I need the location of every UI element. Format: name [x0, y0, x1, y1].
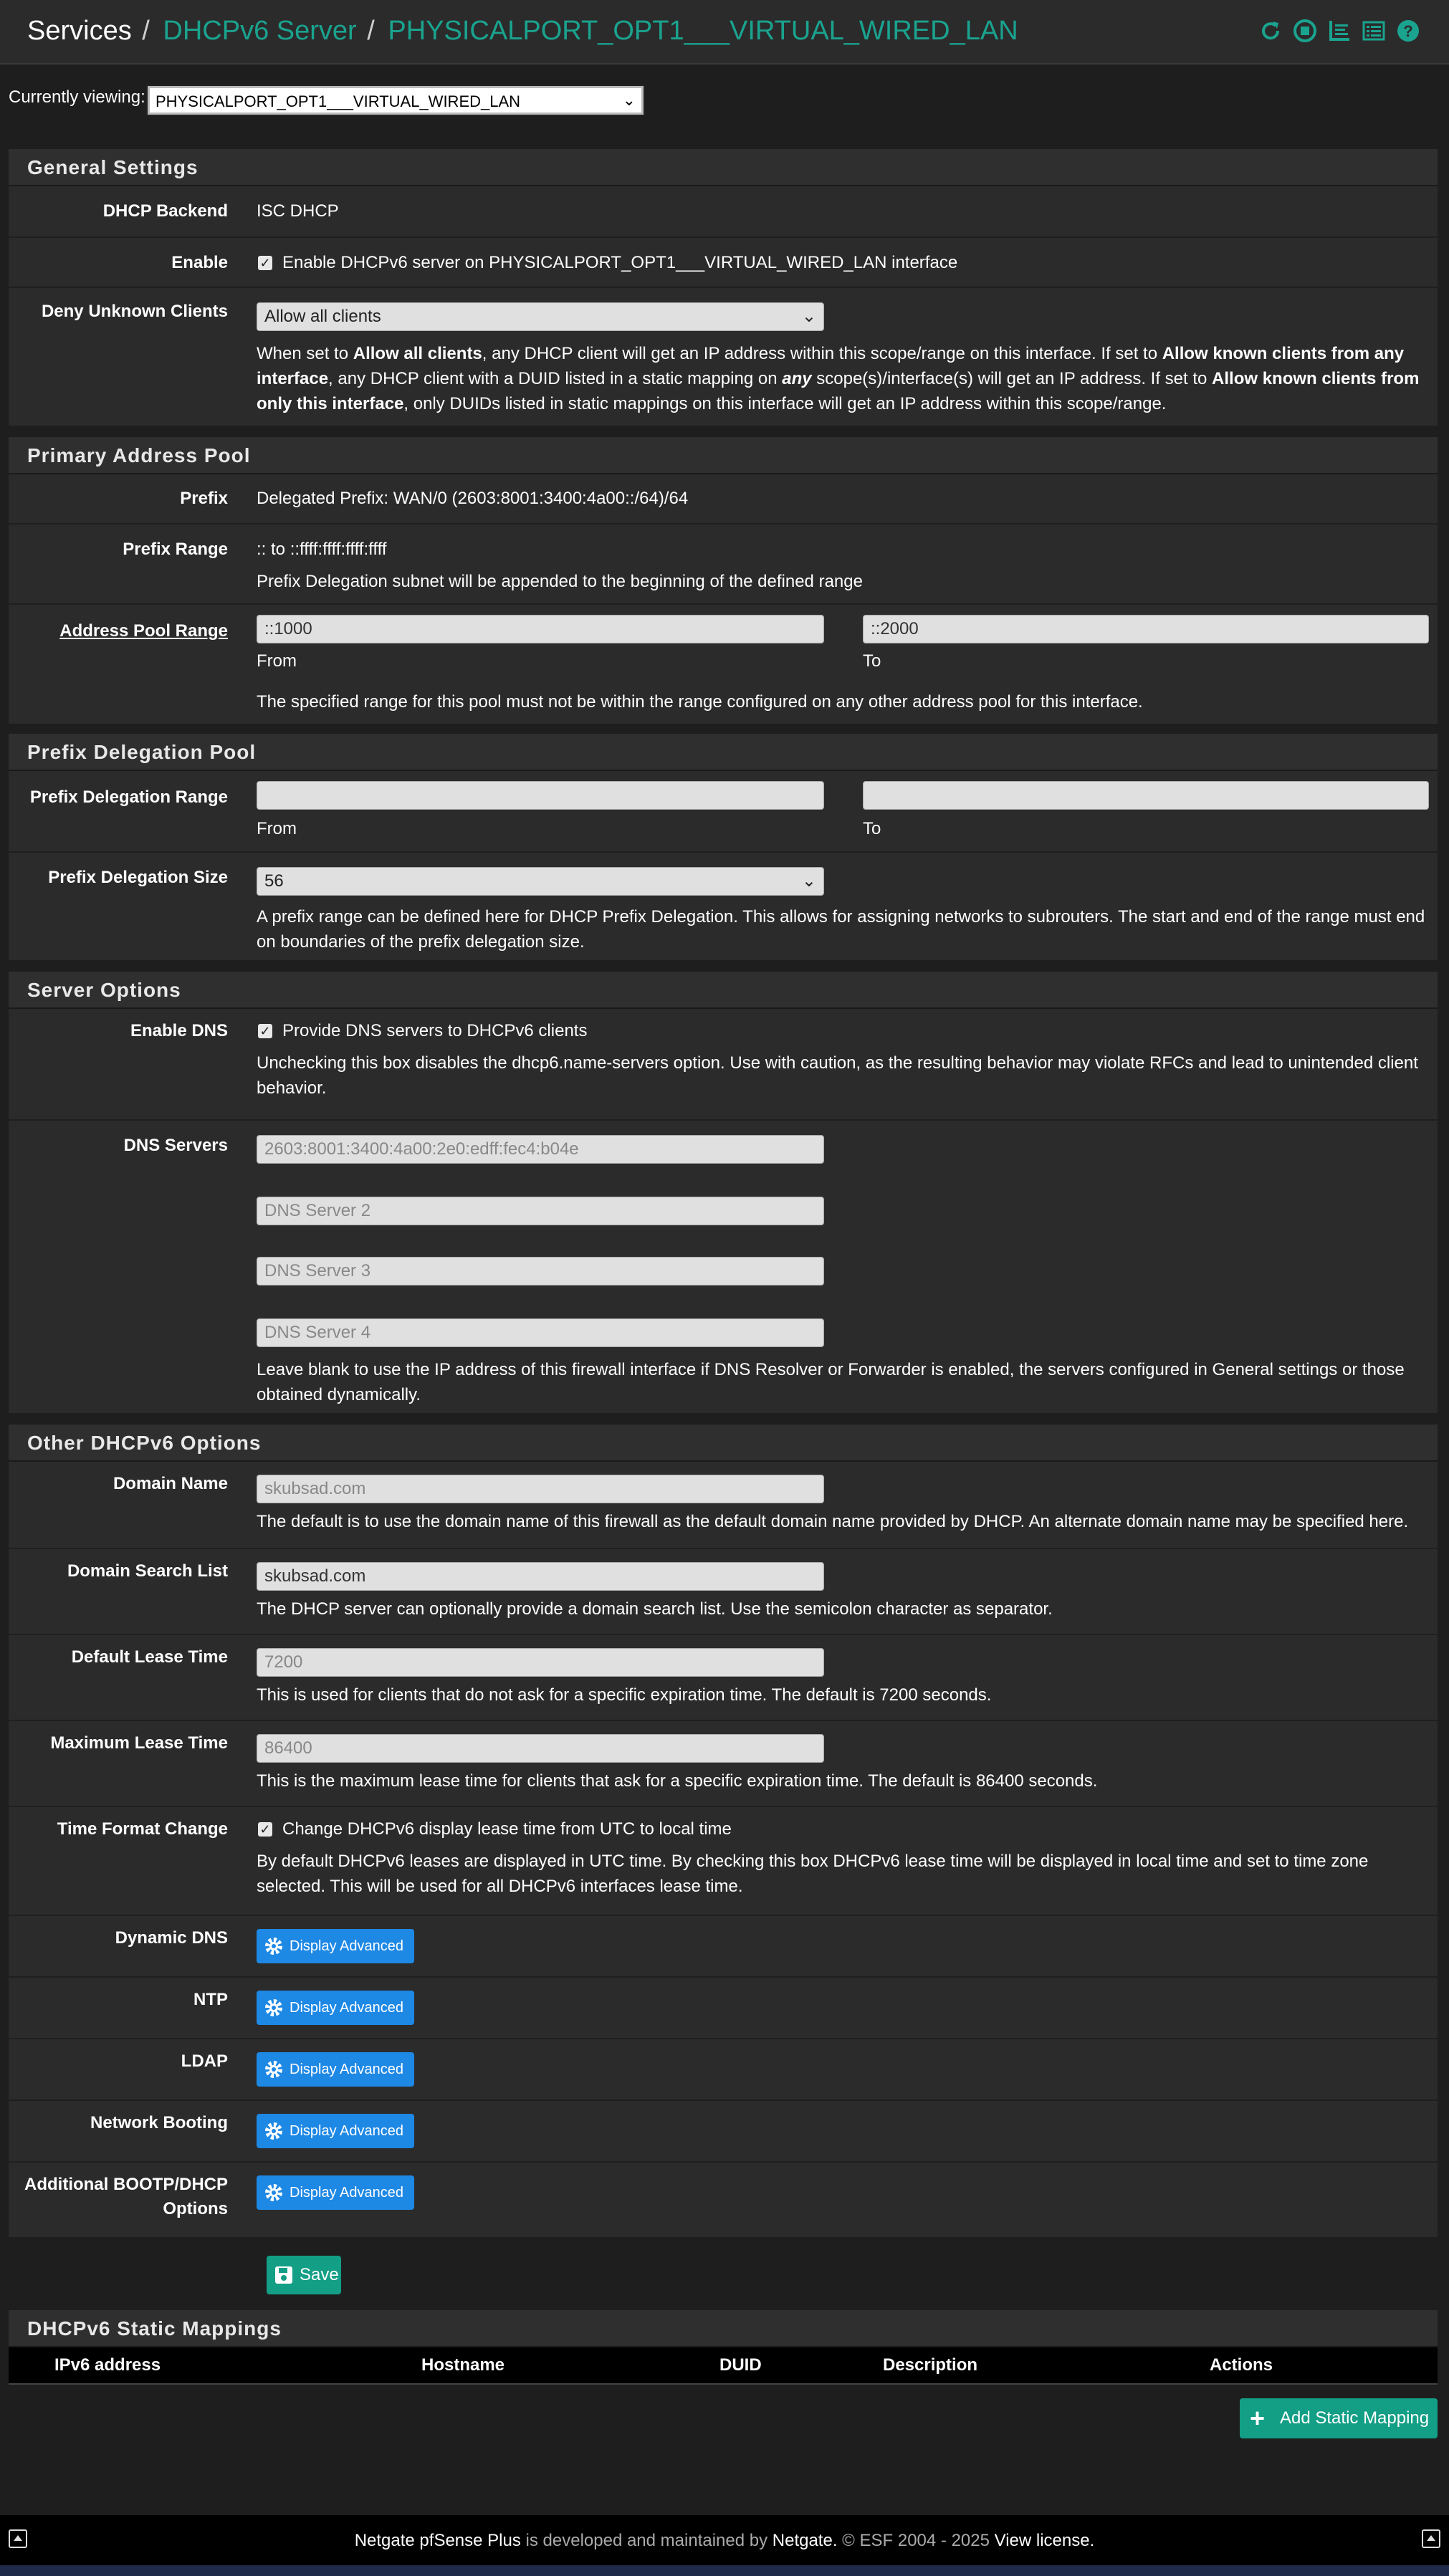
- currently-viewing-label: Currently viewing:: [9, 87, 145, 107]
- field-label: DHCP Backend: [102, 201, 228, 221]
- help-emphasis: Allow known clients from only this interface: [257, 369, 1420, 413]
- prefix-value: Delegated Prefix: WAN/0 (2603:8001:3400:4a00::/64)/64: [257, 489, 689, 508]
- panel-heading: Prefix Delegation Pool: [9, 734, 1438, 771]
- domain-search-input[interactable]: skubsad.com: [257, 1562, 824, 1591]
- field-label: Prefix Range: [123, 540, 228, 559]
- save-label: Save: [300, 2265, 339, 2284]
- footer-company-link[interactable]: Netgate.: [772, 2531, 838, 2550]
- ldap-display-advanced-button[interactable]: [257, 2052, 414, 2087]
- gear-icon: [264, 1936, 284, 1956]
- breadcrumb-interface[interactable]: PHYSICALPORT_OPT1___VIRTUAL_WIRED_LAN: [388, 16, 1018, 46]
- enable-dns-checkbox-label: Provide DNS servers to DHCPv6 clients: [282, 1021, 588, 1040]
- column-header: Description: [883, 2355, 978, 2375]
- dynamic-dns-display-advanced-button[interactable]: [257, 1929, 414, 1963]
- reload-icon[interactable]: [1258, 19, 1283, 43]
- breadcrumb-separator: /: [367, 16, 375, 46]
- field-label: Domain Search List: [67, 1561, 228, 1581]
- bottom-strip: [0, 2565, 1449, 2576]
- button-label: Display Advanced: [290, 2123, 403, 2139]
- field-label: NTP: [193, 1990, 228, 2009]
- address-pool-range-row: [9, 603, 1438, 724]
- field-label: Default Lease Time: [71, 1647, 228, 1667]
- network-booting-display-advanced-button[interactable]: [257, 2114, 414, 2148]
- field-label: Time Format Change: [57, 1819, 228, 1839]
- domain-search-help: The DHCP server can optionally provide a domain search list. Use the semicolon character as separator.: [257, 1599, 1053, 1619]
- time-format-row: [9, 1806, 1438, 1916]
- button-label: Display Advanced: [290, 1938, 403, 1954]
- from-caption: From: [257, 651, 297, 671]
- prefix-range-value: :: to ::ffff:ffff:ffff:ffff: [257, 540, 387, 559]
- save-icon: [274, 2265, 294, 2285]
- dhcp-backend-value: ISC DHCP: [257, 201, 339, 221]
- ldap-row: [9, 2038, 1438, 2101]
- to-caption: To: [863, 651, 881, 671]
- pool-to-input[interactable]: ::2000: [863, 615, 1429, 643]
- dns-server-1-input[interactable]: 2603:8001:3400:4a00:2e0:edff:fec4:b04e: [257, 1135, 824, 1164]
- column-header: Hostname: [421, 2355, 505, 2375]
- panel-heading: Other DHCPv6 Options: [9, 1425, 1438, 1462]
- max-lease-input[interactable]: 86400: [257, 1734, 824, 1763]
- field-label: Prefix Delegation Range: [29, 787, 228, 807]
- general-settings-panel: [9, 149, 1438, 424]
- stop-icon[interactable]: [1293, 19, 1317, 43]
- panel-heading: Server Options: [9, 972, 1438, 1009]
- enable-row: [9, 236, 1438, 288]
- button-label: Display Advanced: [290, 2185, 403, 2201]
- default-lease-help: This is used for clients that do not ask for a specific expiration time. The default is 7200 seconds.: [257, 1685, 992, 1705]
- dynamic-dns-row: [9, 1915, 1438, 1978]
- max-lease-help: This is the maximum lease time for clients that ask for a specific expiration time. The default is 86400 seconds.: [257, 1771, 1098, 1791]
- gear-icon: [264, 2059, 284, 2079]
- help-emphasis: Allow all clients: [353, 344, 482, 363]
- pd-from-input[interactable]: [257, 781, 824, 810]
- list-icon[interactable]: [1362, 19, 1386, 43]
- enable-dns-help: Unchecking this box disables the dhcp6.name-servers option. Use with caution, as the resulting behavior may violate RFCs and lead to unintended client behavior.: [257, 1053, 1418, 1098]
- column-header: Actions: [1210, 2355, 1273, 2375]
- footer-middle: is developed and maintained by: [520, 2531, 773, 2550]
- pd-range-row: [9, 771, 1438, 851]
- help-text: , any DHCP client with a DUID listed in a static mapping on: [328, 369, 783, 388]
- domain-search-row: [9, 1548, 1438, 1635]
- deny-unknown-help: [257, 341, 1432, 416]
- max-lease-row: [9, 1720, 1438, 1807]
- time-format-checkbox-label: Change DHCPv6 display lease time from UTC to local time: [282, 1819, 732, 1839]
- help-emphasis: Allow known clients from any interface: [257, 344, 1405, 388]
- ntp-display-advanced-button[interactable]: [257, 1991, 414, 2025]
- network-booting-row: [9, 2099, 1438, 2163]
- field-label: Enable DNS: [130, 1021, 228, 1040]
- chevron-down-icon: ⌄: [801, 307, 816, 326]
- pd-size-row: [9, 851, 1438, 960]
- default-lease-row: [9, 1634, 1438, 1721]
- primary-address-pool-panel: [9, 437, 1438, 722]
- footer: [0, 2515, 1449, 2565]
- bootp-options-row: [9, 2161, 1438, 2237]
- panel-heading: Primary Address Pool: [9, 437, 1438, 474]
- pd-size-help: A prefix range can be defined here for DHCP Prefix Delegation. This allows for assigning networks to subrouters. The start and end of the range must end on boundaries of the prefix delegation size.: [257, 907, 1425, 952]
- deny-unknown-select[interactable]: [257, 302, 824, 331]
- prefix-row: [9, 474, 1438, 523]
- field-label: Maximum Lease Time: [50, 1733, 228, 1753]
- static-mappings-table-header: [9, 2347, 1438, 2385]
- scroll-top-icon[interactable]: [1422, 2529, 1440, 2548]
- field-label: DNS Servers: [123, 1136, 228, 1155]
- breadcrumb-separator: /: [142, 16, 150, 46]
- enable-checkbox-label: Enable DHCPv6 server on PHYSICALPORT_OPT1___VIRTUAL_WIRED_LAN interface: [282, 253, 958, 272]
- chevron-down-icon: ⌄: [801, 871, 816, 891]
- footer-copyright: © ESF 2004 - 2025: [837, 2531, 995, 2550]
- interface-select-value: PHYSICALPORT_OPT1___VIRTUAL_WIRED_LAN: [156, 92, 521, 110]
- top-bar: [0, 0, 1449, 64]
- address-pool-help: The specified range for this pool must not be within the range configured on any other address pool for this interface.: [257, 692, 1143, 712]
- domain-name-help: The default is to use the domain name of this firewall as the default domain name provided by DHCP. An alternate domain name may be specified here.: [257, 1512, 1409, 1531]
- help-icon[interactable]: [1396, 19, 1420, 43]
- from-caption: From: [257, 819, 297, 838]
- time-format-checkbox[interactable]: ✓: [258, 1822, 272, 1837]
- server-options-panel: [9, 972, 1438, 1412]
- pd-to-input[interactable]: [863, 781, 1429, 810]
- address-pool-range-link[interactable]: Address Pool Range: [59, 621, 228, 641]
- dns-server-3-input[interactable]: DNS Server 3: [257, 1257, 824, 1285]
- dns-servers-row: [9, 1119, 1438, 1413]
- ntp-row: [9, 1976, 1438, 2039]
- chevron-down-icon: ⌄: [622, 91, 636, 109]
- select-value: 56: [264, 871, 284, 891]
- breadcrumb-services[interactable]: Services: [27, 16, 132, 46]
- gear-icon: [264, 1998, 284, 2018]
- breadcrumb-dhcpv6-server[interactable]: DHCPv6 Server: [163, 16, 357, 46]
- prefix-range-row: [9, 523, 1438, 605]
- add-static-mapping-button[interactable]: [1240, 2398, 1438, 2438]
- help-text: When set to: [257, 344, 353, 363]
- panel-heading: General Settings: [9, 149, 1438, 186]
- enable-checkbox[interactable]: ✓: [258, 256, 272, 270]
- field-label: Dynamic DNS: [115, 1928, 228, 1948]
- field-label: Network Booting: [90, 2113, 228, 2132]
- gear-icon: [264, 2121, 284, 2141]
- footer-brand: Netgate pfSense Plus: [354, 2531, 521, 2550]
- footer-text: [0, 2531, 1449, 2551]
- panel-heading: DHCPv6 Static Mappings: [9, 2310, 1438, 2347]
- prefix-range-help: Prefix Delegation subnet will be appended to the beginning of the defined range: [257, 572, 863, 591]
- help-text: , any DHCP client will get an IP address within this scope/range on this interface. If set to: [482, 344, 1162, 363]
- view-license-link[interactable]: View license.: [994, 2531, 1095, 2550]
- pd-size-select[interactable]: [257, 867, 824, 896]
- field-label: Deny Unknown Clients: [41, 302, 228, 321]
- dns-server-2-input[interactable]: DNS Server 2: [257, 1197, 824, 1225]
- field-label: Additional BOOTP/DHCP Options: [24, 2175, 228, 2218]
- pool-from-input[interactable]: ::1000: [257, 615, 824, 643]
- column-header: IPv6 address: [54, 2355, 161, 2375]
- domain-name-row: [9, 1462, 1438, 1548]
- select-value: Allow all clients: [264, 307, 381, 326]
- field-label: Enable: [171, 253, 228, 272]
- plus-icon: +: [1250, 2403, 1266, 2433]
- bootp-display-advanced-button[interactable]: [257, 2175, 414, 2210]
- breadcrumb: [27, 16, 1018, 47]
- other-options-panel: [9, 1425, 1438, 2236]
- save-button[interactable]: [267, 2256, 341, 2294]
- svg-text:?: ?: [1403, 22, 1413, 40]
- deny-unknown-row: [9, 287, 1438, 426]
- button-label: Display Advanced: [290, 2000, 403, 2016]
- time-format-help: By default DHCPv6 leases are displayed in UTC time. By checking this box DHCPv6 lease time will be displayed in local time and set to time zone selected. This will be used for all DHCPv6 interfaces lease time.: [257, 1852, 1369, 1896]
- help-text: scope(s)/interface(s) will get an IP address. If set to: [811, 369, 1213, 388]
- to-caption: To: [863, 819, 881, 838]
- field-label: Domain Name: [113, 1474, 228, 1493]
- column-header: DUID: [719, 2355, 762, 2375]
- add-static-mapping-label: Add Static Mapping: [1280, 2408, 1430, 2428]
- prefix-delegation-pool-panel: [9, 734, 1438, 959]
- domain-name-input[interactable]: skubsad.com: [257, 1475, 824, 1503]
- interface-select[interactable]: [148, 86, 644, 115]
- field-label: LDAP: [181, 2051, 228, 2071]
- default-lease-input[interactable]: 7200: [257, 1648, 824, 1677]
- log-icon[interactable]: [1327, 19, 1352, 43]
- enable-dns-checkbox[interactable]: ✓: [258, 1024, 272, 1038]
- button-label: Display Advanced: [290, 2062, 403, 2077]
- field-label: Prefix Delegation Size: [48, 868, 228, 887]
- gear-icon: [264, 2183, 284, 2203]
- help-emphasis: any: [782, 369, 812, 388]
- dns-server-4-input[interactable]: DNS Server 4: [257, 1318, 824, 1347]
- header-icons: [1258, 19, 1420, 43]
- dhcp-backend-row: [9, 186, 1438, 236]
- help-text: , only DUIDs listed in static mappings on this interface will get an IP address within this scope/range.: [403, 394, 1167, 413]
- enable-dns-row: [9, 1009, 1438, 1119]
- field-label: Prefix: [180, 489, 228, 508]
- dns-servers-help: Leave blank to use the IP address of this firewall interface if DNS Resolver or Forwarder is enabled, the servers configured in General settings or those obtained dynamically.: [257, 1360, 1405, 1404]
